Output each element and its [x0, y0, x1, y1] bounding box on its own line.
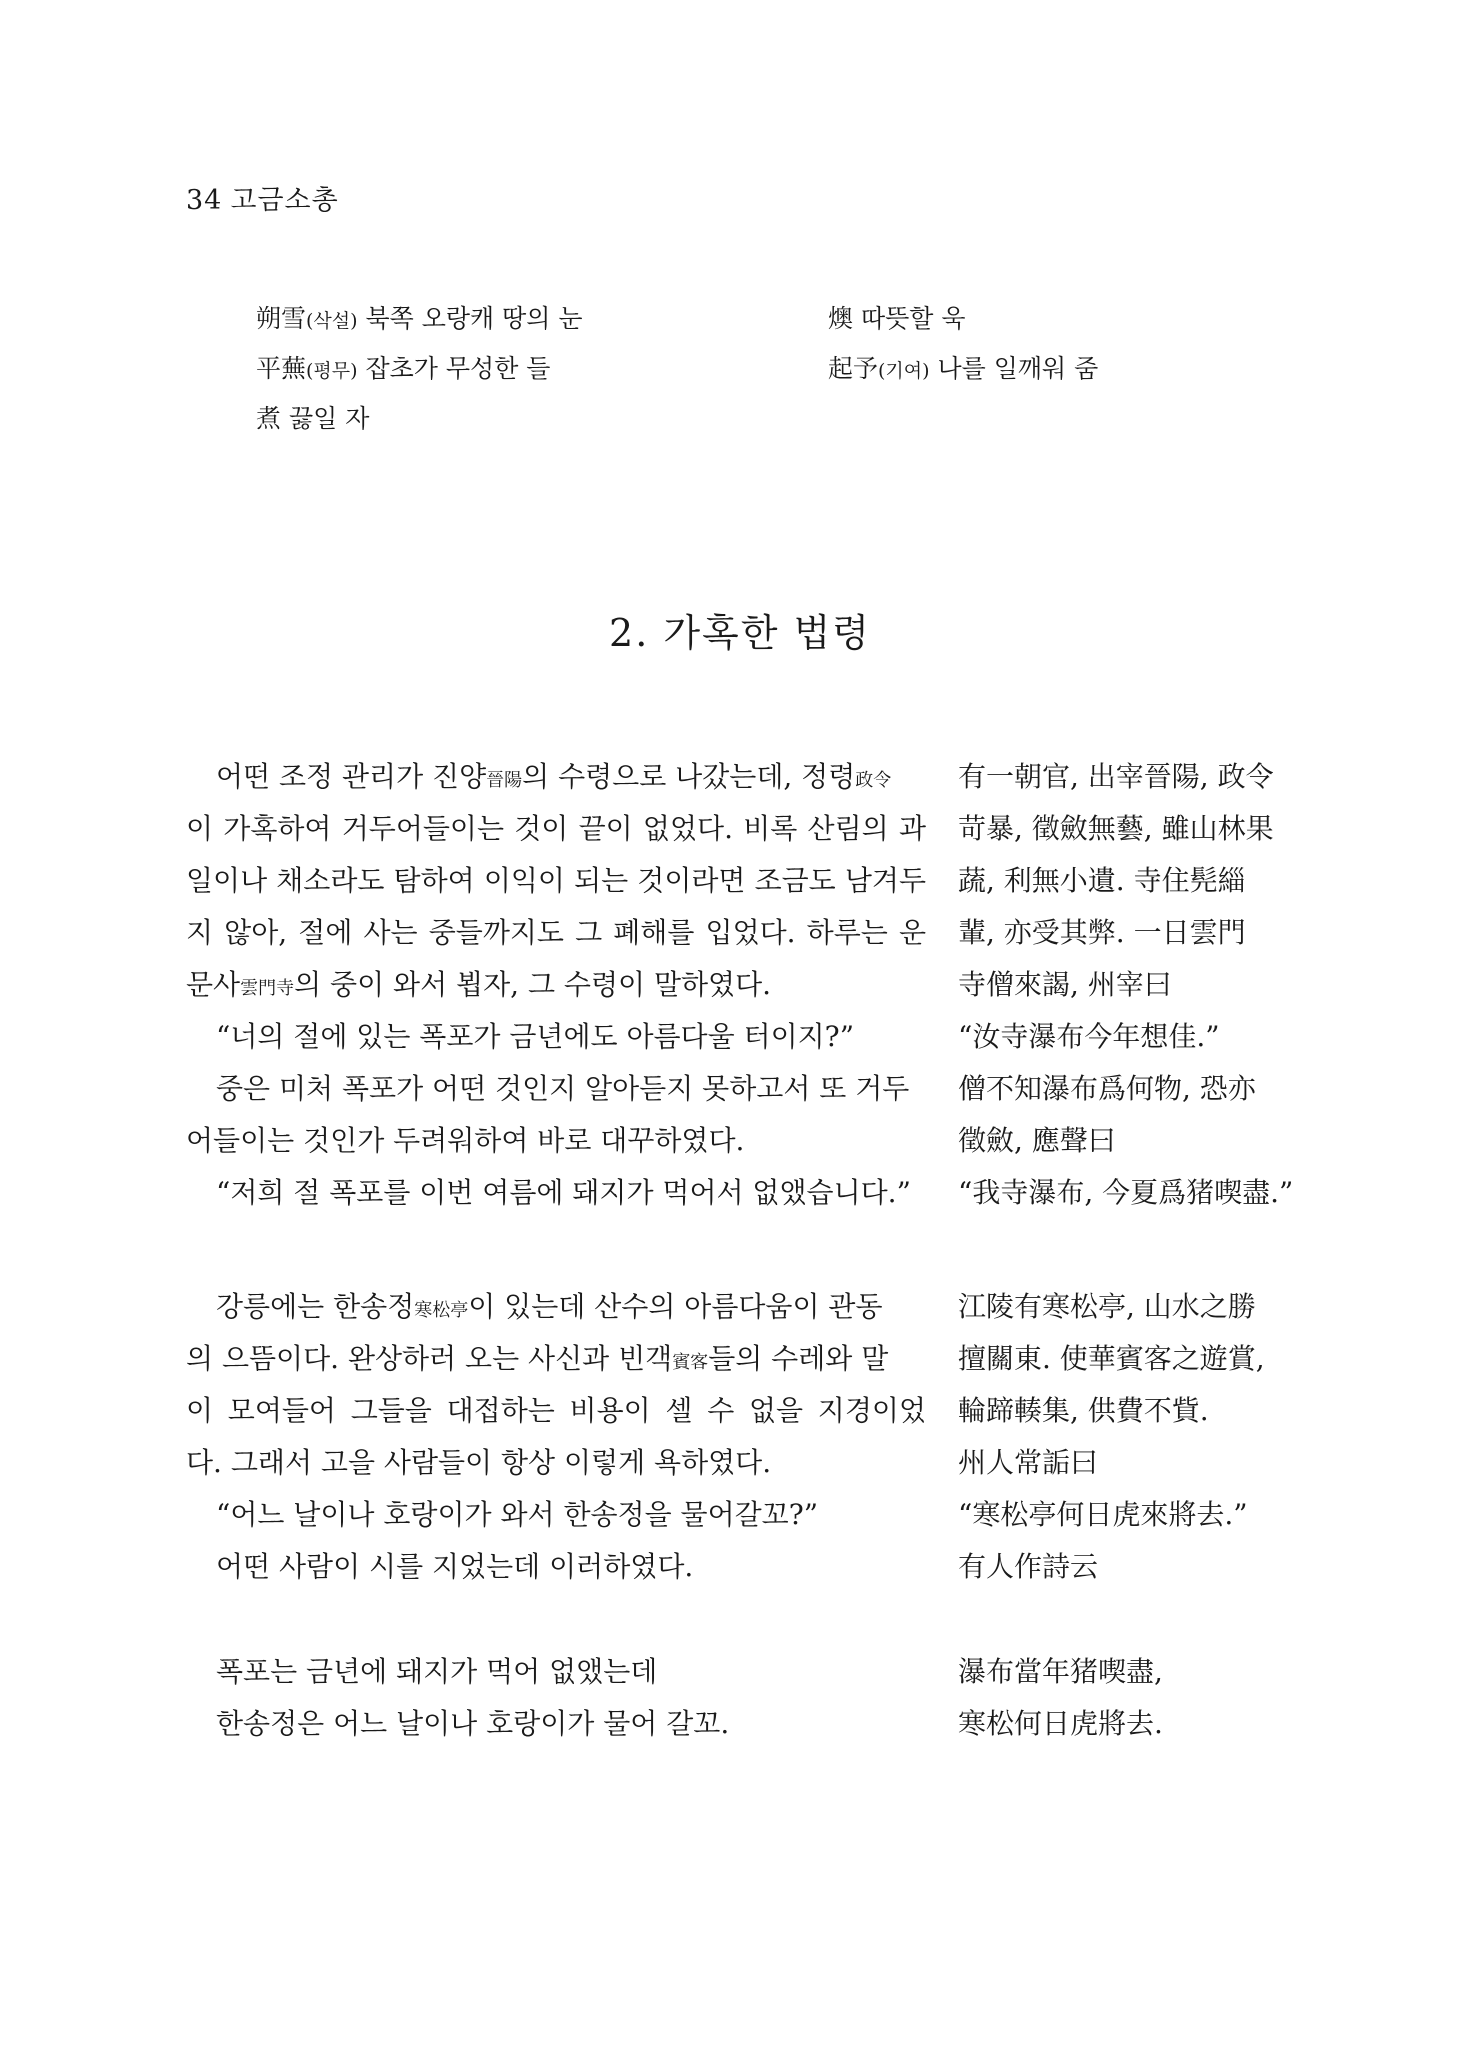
text-line: 擅關東. 使華賓客之遊賞, [958, 1342, 1265, 1375]
text-line: 이 가혹하여 거두어들이는 것이 끝이 없었다. 비록 산림의 과 [186, 812, 926, 845]
text-line: 문사雲門寺의 중이 와서 뵙자, 그 수령이 말하였다. [186, 968, 772, 1001]
text-line: 강릉에는 한송정寒松亭이 있는데 산수의 아름다움이 관동 [216, 1290, 883, 1323]
text-line: “너의 절에 있는 폭포가 금년에도 아름다울 터이지?” [216, 1020, 855, 1053]
glossary-entry: 煮 끓일 자 [256, 404, 370, 433]
book-title: 고금소총 [230, 185, 339, 216]
text-line: “저희 절 폭포를 이번 여름에 돼지가 먹어서 없앴습니다.” [216, 1176, 911, 1209]
text-line: 輩, 亦受其弊. 一日雲門 [958, 916, 1246, 949]
text-line: “汝寺瀑布今年想佳.” [958, 1020, 1220, 1053]
text-line: “我寺瀑布, 今夏爲猪喫盡.” [958, 1176, 1294, 1209]
page-number: 34 [186, 185, 223, 216]
glossary-left [256, 294, 583, 444]
text-line: 寺僧來謁, 州宰曰 [958, 968, 1172, 1001]
glossary-entry: 起予(기여) 나를 일깨워 줌 [828, 354, 1099, 383]
verse-line: 한송정은 어느 날이나 호랑이가 물어 갈꼬. [216, 1707, 730, 1740]
text-line: 일이나 채소라도 탐하여 이익이 되는 것이라면 조금도 남겨두 [186, 864, 926, 897]
text-line: “어느 날이나 호랑이가 와서 한송정을 물어갈꼬?” [216, 1498, 819, 1531]
text-line: 有一朝官, 出宰晉陽, 政令 [958, 760, 1274, 793]
chinese-verse [958, 1646, 1298, 1750]
glossary-entry: 燠 따뜻할 욱 [828, 304, 966, 333]
glossary-entry: 朔雪(삭설) 북쪽 오랑캐 땅의 눈 [256, 304, 583, 333]
verse-line: 폭포는 금년에 돼지가 먹어 없앴는데 [216, 1655, 658, 1688]
chinese-story-2 [958, 1281, 1298, 1593]
text-line: 어들이는 것인가 두려워하여 바로 대꾸하였다. [186, 1124, 745, 1157]
glossary-right [828, 294, 1098, 394]
text-line: 州人常詬曰 [958, 1446, 1099, 1479]
verse-line: 瀑布當年猪喫盡, [958, 1655, 1163, 1688]
section-title: 2. 가혹한 법령 [609, 611, 871, 655]
text-line: 어떤 사람이 시를 지었는데 이러하였다. [216, 1550, 694, 1583]
verse-line: 寒松何日虎將去. [958, 1707, 1163, 1740]
text-line: 江陵有寒松亭, 山水之勝 [958, 1290, 1256, 1323]
text-line: 이 모여들어 그들을 대접하는 비용이 셀 수 없을 지경이었 [186, 1394, 926, 1427]
text-line: 지 않아, 절에 사는 중들까지도 그 폐해를 입었다. 하루는 운 [186, 916, 926, 949]
text-line: 有人作詩云 [958, 1550, 1099, 1583]
glossary-entry: 平蕪(평무) 잡초가 무성한 들 [256, 354, 551, 383]
text-line: 蔬, 利無小遺. 寺住髡緇 [958, 864, 1246, 897]
korean-story-2 [186, 1281, 926, 1593]
text-line: 僧不知瀑布爲何物, 恐亦 [958, 1072, 1256, 1105]
text-line: “寒松亭何日虎來將去.” [958, 1498, 1248, 1531]
korean-story-1 [186, 751, 926, 1219]
text-line: 苛暴, 徵斂無藝, 雖山林果 [958, 812, 1274, 845]
text-line: 의 으뜸이다. 완상하러 오는 사신과 빈객賓客들의 수레와 말 [186, 1342, 889, 1375]
text-line: 徵斂, 應聲曰 [958, 1124, 1116, 1157]
running-header [186, 178, 339, 217]
chinese-story-1 [958, 751, 1298, 1219]
korean-verse [186, 1646, 926, 1750]
text-line: 어떤 조정 관리가 진양晉陽의 수령으로 나갔는데, 정령政令 [216, 760, 892, 793]
text-line: 중은 미처 폭포가 어떤 것인지 알아듣지 못하고서 또 거두 [216, 1072, 910, 1105]
text-line: 다. 그래서 고을 사람들이 항상 이렇게 욕하였다. [186, 1446, 772, 1479]
text-line: 輪蹄輳集, 供費不貲. [958, 1394, 1209, 1427]
